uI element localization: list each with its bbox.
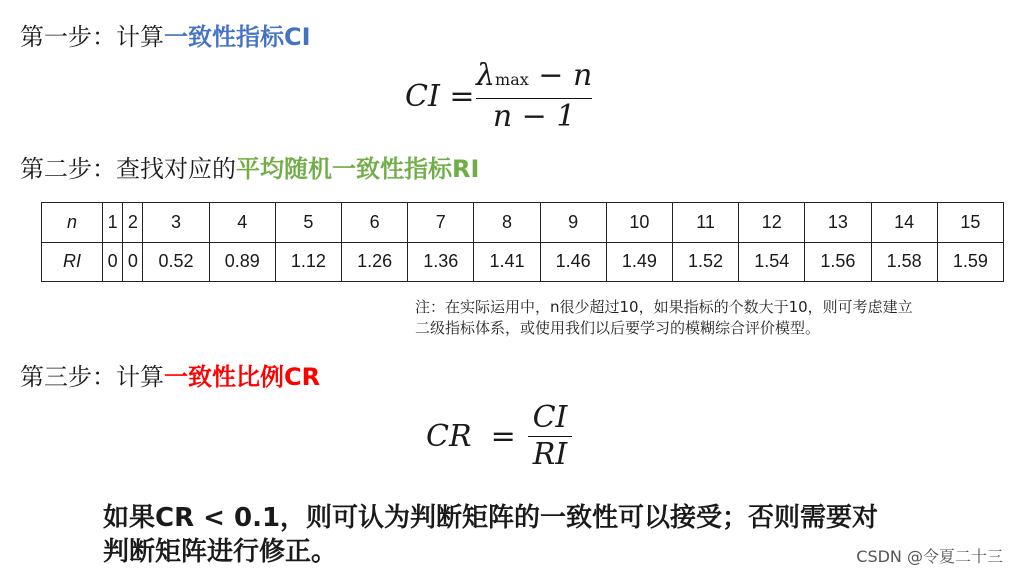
csdn-watermark: CSDN @令夏二十三 bbox=[856, 547, 1003, 566]
cr-numerator: CI bbox=[532, 400, 568, 435]
lambda-subscript: max bbox=[495, 70, 529, 89]
step1-highlight: 一致性指标CI bbox=[164, 23, 311, 51]
ci-numerator bbox=[476, 58, 592, 98]
equals-sign: = bbox=[449, 79, 475, 114]
table-cell: 4 bbox=[209, 203, 275, 243]
step3-prefix: 第三步：计算 bbox=[20, 363, 164, 391]
cr-fraction bbox=[528, 400, 572, 473]
step2-prefix: 第二步：查找对应的 bbox=[20, 155, 236, 183]
row-label-ri: RI bbox=[42, 242, 103, 282]
step3-highlight: 一致性比例CR bbox=[164, 363, 321, 391]
step1-heading bbox=[20, 22, 311, 52]
numerator-tail: − n bbox=[528, 58, 593, 93]
conclusion-line-1: 如果CR < 0.1，则可认为判断矩阵的一致性可以接受；否则需要对 bbox=[103, 503, 879, 533]
ri-table bbox=[41, 202, 1004, 282]
note-line-2: 二级指标体系，或使用我们以后要学习的模糊综合评价模型。 bbox=[415, 319, 821, 337]
table-cell: 1.59 bbox=[937, 242, 1003, 282]
table-cell: 8 bbox=[474, 203, 540, 243]
table-cell: 1.56 bbox=[805, 242, 871, 282]
table-cell: 12 bbox=[739, 203, 805, 243]
table-cell: 1.36 bbox=[408, 242, 474, 282]
table-row-n bbox=[42, 203, 1004, 243]
ci-denominator: n − 1 bbox=[492, 99, 576, 134]
row-label-n: n bbox=[42, 203, 103, 243]
table-note bbox=[415, 297, 913, 339]
table-cell: 2 bbox=[123, 203, 143, 243]
table-cell: 1.54 bbox=[739, 242, 805, 282]
cr-formula-lhs bbox=[426, 419, 516, 455]
table-cell: 6 bbox=[342, 203, 408, 243]
table-cell: 14 bbox=[871, 203, 937, 243]
table-cell: 1.12 bbox=[275, 242, 341, 282]
table-row-ri bbox=[42, 242, 1004, 282]
table-cell: 1.49 bbox=[606, 242, 672, 282]
table-cell: 0 bbox=[123, 242, 143, 282]
step3-heading bbox=[20, 362, 320, 392]
cr-denominator: RI bbox=[532, 437, 568, 472]
table-cell: 1.52 bbox=[672, 242, 738, 282]
step1-prefix: 第一步：计算 bbox=[20, 23, 164, 51]
conclusion-text bbox=[103, 501, 878, 569]
table-cell: 1.58 bbox=[871, 242, 937, 282]
equals-sign: = bbox=[490, 419, 516, 454]
table-cell: 15 bbox=[937, 203, 1003, 243]
table-cell: 0.89 bbox=[209, 242, 275, 282]
lambda-symbol: λ bbox=[476, 58, 496, 93]
conclusion-line-2: 判断矩阵进行修正。 bbox=[103, 537, 338, 567]
table-cell: 11 bbox=[672, 203, 738, 243]
table-cell: 1.26 bbox=[342, 242, 408, 282]
table-cell: 1.46 bbox=[540, 242, 606, 282]
step2-heading bbox=[20, 154, 479, 184]
note-line-1: 注：在实际运用中，n很少超过10，如果指标的个数大于10，则可考虑建立 bbox=[415, 298, 913, 316]
table-cell: 10 bbox=[606, 203, 672, 243]
ci-fraction bbox=[476, 58, 592, 135]
table-cell: 1 bbox=[103, 203, 123, 243]
ci-formula-lhs bbox=[405, 79, 475, 115]
table-cell: 0 bbox=[103, 242, 123, 282]
table-cell: 13 bbox=[805, 203, 871, 243]
table-cell: 9 bbox=[540, 203, 606, 243]
step2-highlight: 平均随机一致性指标RI bbox=[236, 155, 480, 183]
cr-symbol: CR bbox=[426, 419, 472, 454]
table-cell: 3 bbox=[143, 203, 209, 243]
ci-symbol: CI bbox=[405, 79, 440, 114]
table-cell: 1.41 bbox=[474, 242, 540, 282]
table-cell: 5 bbox=[275, 203, 341, 243]
table-cell: 7 bbox=[408, 203, 474, 243]
table-cell: 0.52 bbox=[143, 242, 209, 282]
